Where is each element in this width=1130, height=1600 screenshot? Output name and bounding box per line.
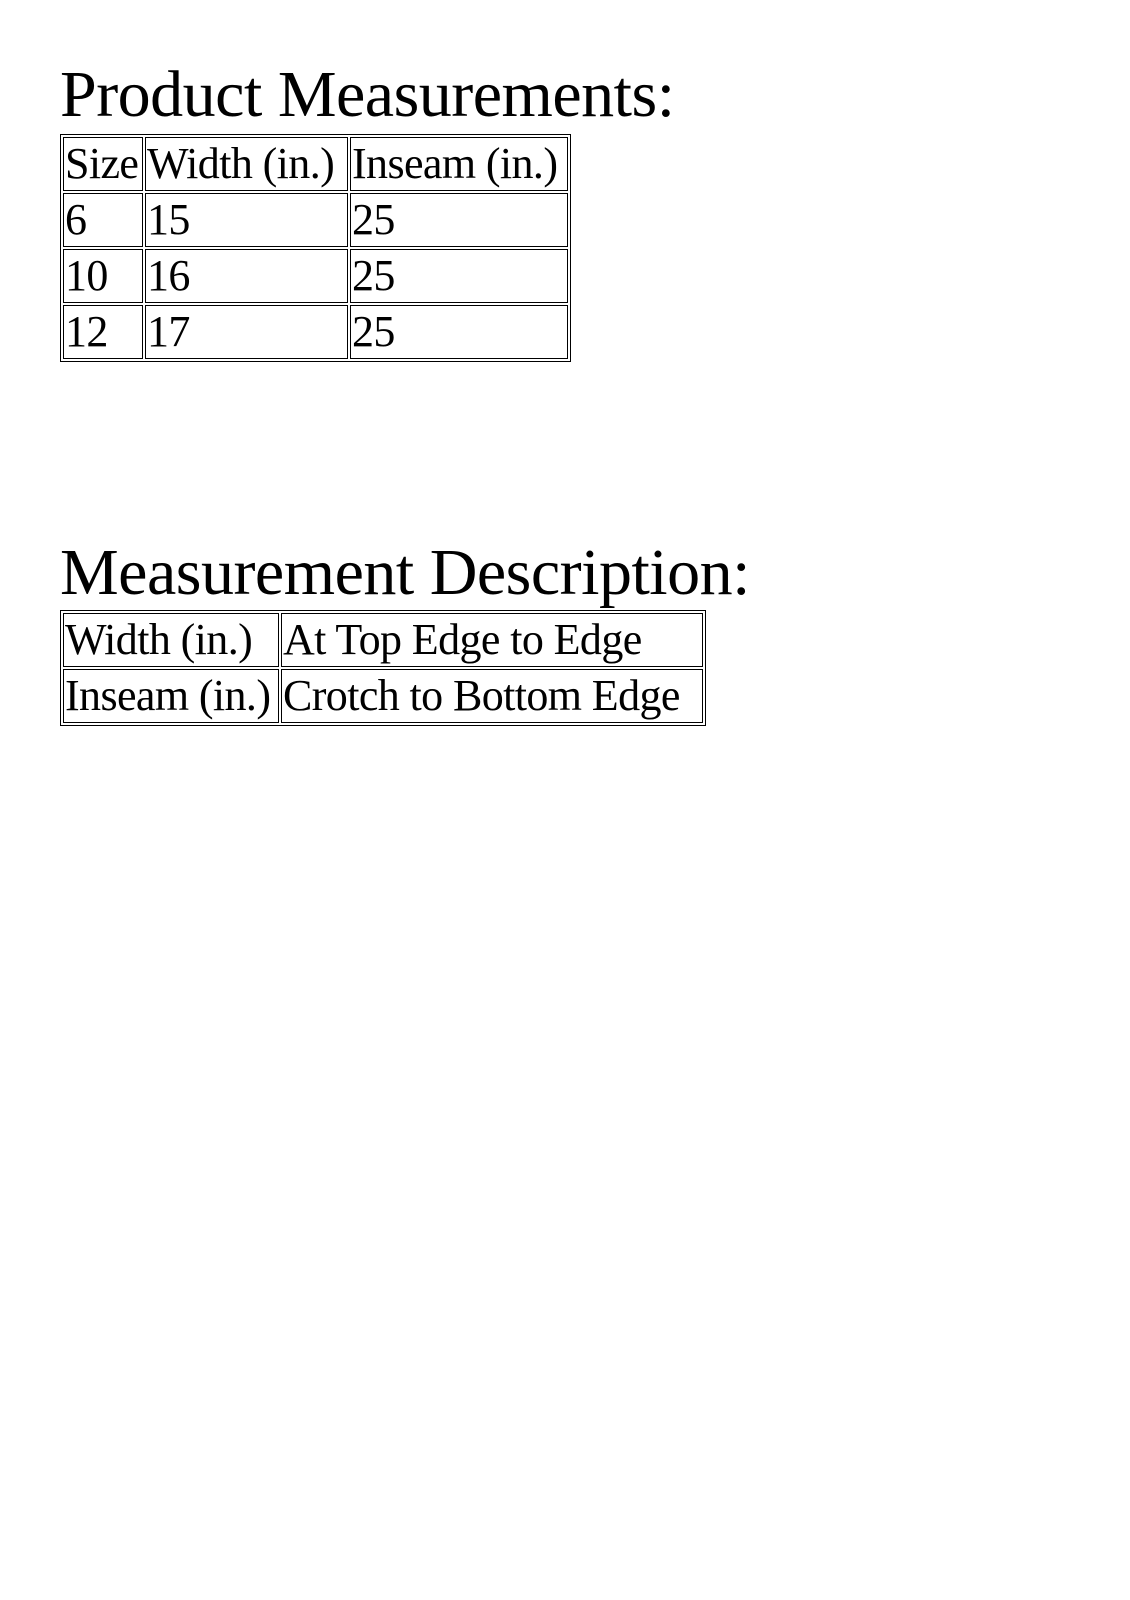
cell-size: 6: [63, 193, 143, 247]
measurement-description-title: Measurement Description:: [60, 536, 750, 609]
header-cell-inseam: Inseam (in.): [350, 137, 568, 191]
cell-size: 10: [63, 249, 143, 303]
cell-measurement-description: Crotch to Bottom Edge: [281, 669, 703, 723]
cell-inseam: 25: [350, 305, 568, 359]
header-cell-width: Width (in.): [145, 137, 348, 191]
product-measurements-title: Product Measurements:: [60, 58, 675, 131]
table-row: [63, 305, 568, 359]
table-row: [63, 613, 703, 667]
cell-inseam: 25: [350, 193, 568, 247]
cell-width: 16: [145, 249, 348, 303]
cell-measurement-term: Width (in.): [63, 613, 279, 667]
cell-measurement-term: Inseam (in.): [63, 669, 279, 723]
measurement-description-table: [60, 610, 706, 726]
cell-size: 12: [63, 305, 143, 359]
table-header-row: [63, 137, 568, 191]
table-row: [63, 193, 568, 247]
product-measurements-table: [60, 134, 571, 362]
cell-width: 15: [145, 193, 348, 247]
cell-inseam: 25: [350, 249, 568, 303]
cell-width: 17: [145, 305, 348, 359]
cell-measurement-description: At Top Edge to Edge: [281, 613, 703, 667]
header-cell-size: Size: [63, 137, 143, 191]
table-row: [63, 669, 703, 723]
table-row: [63, 249, 568, 303]
